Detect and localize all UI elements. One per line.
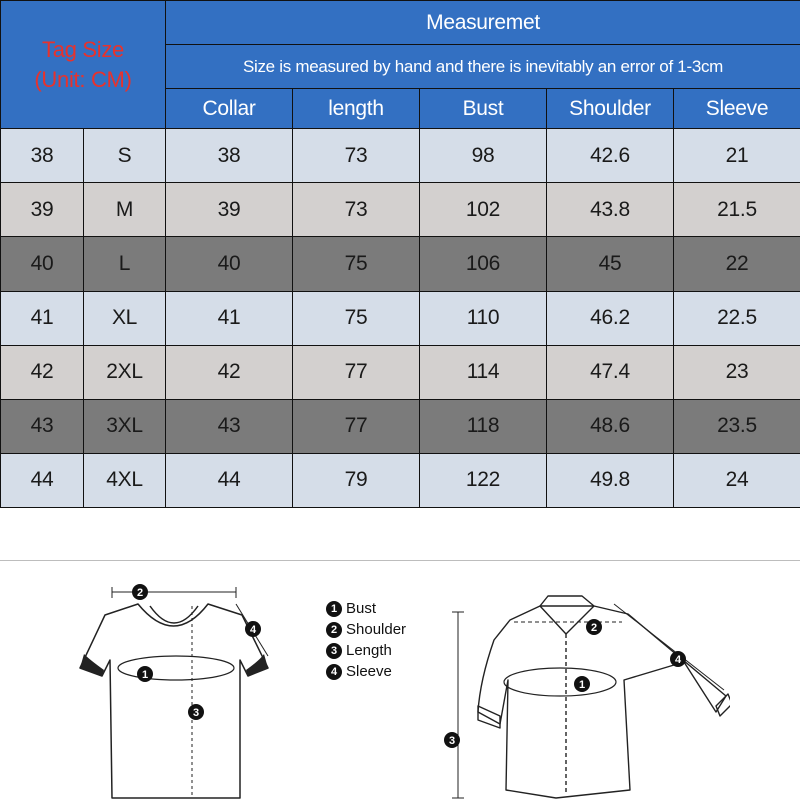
length-cell: 77: [293, 399, 420, 453]
shirt-collar: [540, 596, 594, 634]
svg-text:4: 4: [674, 654, 682, 666]
measurement-note: Size is measured by hand and there is inevitably an error of 1-3cm: [166, 45, 800, 89]
bust-cell: 110: [420, 291, 547, 345]
tag-cell: 44: [1, 453, 84, 507]
section-divider: [0, 560, 800, 561]
sleeve-cell: 23: [674, 345, 800, 399]
bust-cell: 98: [420, 129, 547, 183]
size-cell: S: [84, 129, 166, 183]
marker-length: [188, 704, 204, 720]
svg-text:1: 1: [578, 679, 586, 691]
bust-cell: 118: [420, 399, 547, 453]
table-row: [1, 237, 800, 291]
table-row: [1, 291, 800, 345]
shoulder-cell: 42.6: [547, 129, 674, 183]
collar-cell: 40: [166, 237, 293, 291]
size-cell: M: [84, 183, 166, 237]
marker-sleeve: [245, 621, 261, 637]
shirt-sleeve-measure-line: [614, 604, 724, 690]
svg-text:2: 2: [136, 587, 144, 599]
column-header-length: length: [293, 89, 420, 129]
sleeve-cell: 21: [674, 129, 800, 183]
table-row: [1, 345, 800, 399]
number-badge: 4: [326, 664, 342, 680]
size-cell: 2XL: [84, 345, 166, 399]
bust-cell: 114: [420, 345, 547, 399]
shirt-bust-measure-ellipse: [504, 668, 616, 696]
legend-label: Length: [346, 642, 392, 659]
svg-text:4: 4: [249, 624, 257, 636]
table-row: [1, 183, 800, 237]
tag-cell: 38: [1, 129, 84, 183]
legend-item-sleeve: [326, 661, 446, 682]
length-cell: 75: [293, 291, 420, 345]
length-cell: 79: [293, 453, 420, 507]
collar-cell: 43: [166, 399, 293, 453]
svg-text:2: 2: [590, 622, 598, 634]
tshirt-diagram: [70, 578, 290, 800]
legend-label: Sleeve: [346, 663, 392, 680]
shoulder-cell: 46.2: [547, 291, 674, 345]
legend-label: Shoulder: [346, 621, 407, 638]
length-cell: 77: [293, 345, 420, 399]
shirt-marker-sleeve: [670, 651, 686, 667]
table-row: [1, 129, 800, 183]
number-badge: 3: [326, 643, 342, 659]
size-cell: XL: [84, 291, 166, 345]
svg-text:1: 1: [141, 669, 149, 681]
shoulder-cell: 45: [547, 237, 674, 291]
bust-measure-ellipse: [118, 656, 234, 680]
shoulder-cell: 43.8: [547, 183, 674, 237]
sleeve-cell: 21.5: [674, 183, 800, 237]
tag-cell: 41: [1, 291, 84, 345]
sleeve-cell: 23.5: [674, 399, 800, 453]
shoulder-cell: 48.6: [547, 399, 674, 453]
length-cell: 75: [293, 237, 420, 291]
collar-cell: 44: [166, 453, 293, 507]
column-header-sleeve: Sleeve: [674, 89, 800, 129]
shirt-marker-shoulder: [586, 619, 602, 635]
marker-bust: [137, 666, 153, 682]
number-badge: 2: [326, 622, 342, 638]
legend-item-length: [326, 640, 446, 661]
tag-cell: 43: [1, 399, 84, 453]
unit-label: (Unit: CM): [34, 66, 132, 92]
legend-item-shoulder: [326, 619, 446, 640]
marker-shoulder: [132, 584, 148, 600]
table-row: [1, 453, 800, 507]
shirt-right-cuff: [716, 694, 730, 716]
bust-cell: 106: [420, 237, 547, 291]
length-cell: 73: [293, 129, 420, 183]
shoulder-cell: 47.4: [547, 345, 674, 399]
shirt-outline: [478, 606, 726, 798]
column-header-bust: Bust: [420, 89, 547, 129]
tshirt-outline: [80, 604, 268, 798]
sleeve-cell: 24: [674, 453, 800, 507]
legend-item-bust: [326, 598, 446, 619]
legend-label: Bust: [346, 600, 377, 617]
size-cell: 3XL: [84, 399, 166, 453]
sleeve-cell: 22.5: [674, 291, 800, 345]
tag-size-label: Tag Size: [42, 36, 124, 62]
column-header-shoulder: Shoulder: [547, 89, 674, 129]
shirt-marker-length: [444, 732, 460, 748]
dress-shirt-diagram: [436, 590, 730, 800]
collar-cell: 39: [166, 183, 293, 237]
tag-cell: 40: [1, 237, 84, 291]
shoulder-cell: 49.8: [547, 453, 674, 507]
collar-cell: 41: [166, 291, 293, 345]
shirt-left-cuff: [478, 706, 500, 728]
tag-cell: 42: [1, 345, 84, 399]
shirt-marker-bust: [574, 676, 590, 692]
table-row: [1, 399, 800, 453]
size-cell: L: [84, 237, 166, 291]
collar-cell: 42: [166, 345, 293, 399]
sleeve-cell: 22: [674, 237, 800, 291]
svg-text:3: 3: [192, 707, 200, 719]
measurement-title: Measuremet: [166, 1, 800, 45]
column-header-collar: Collar: [166, 89, 293, 129]
number-badge: 1: [326, 601, 342, 617]
tag-cell: 39: [1, 183, 84, 237]
length-cell: 73: [293, 183, 420, 237]
bust-cell: 122: [420, 453, 547, 507]
bust-cell: 102: [420, 183, 547, 237]
collar-cell: 38: [166, 129, 293, 183]
measurement-legend: [326, 598, 446, 682]
size-cell: 4XL: [84, 453, 166, 507]
svg-text:3: 3: [448, 735, 456, 747]
tag-size-header: [1, 1, 166, 129]
